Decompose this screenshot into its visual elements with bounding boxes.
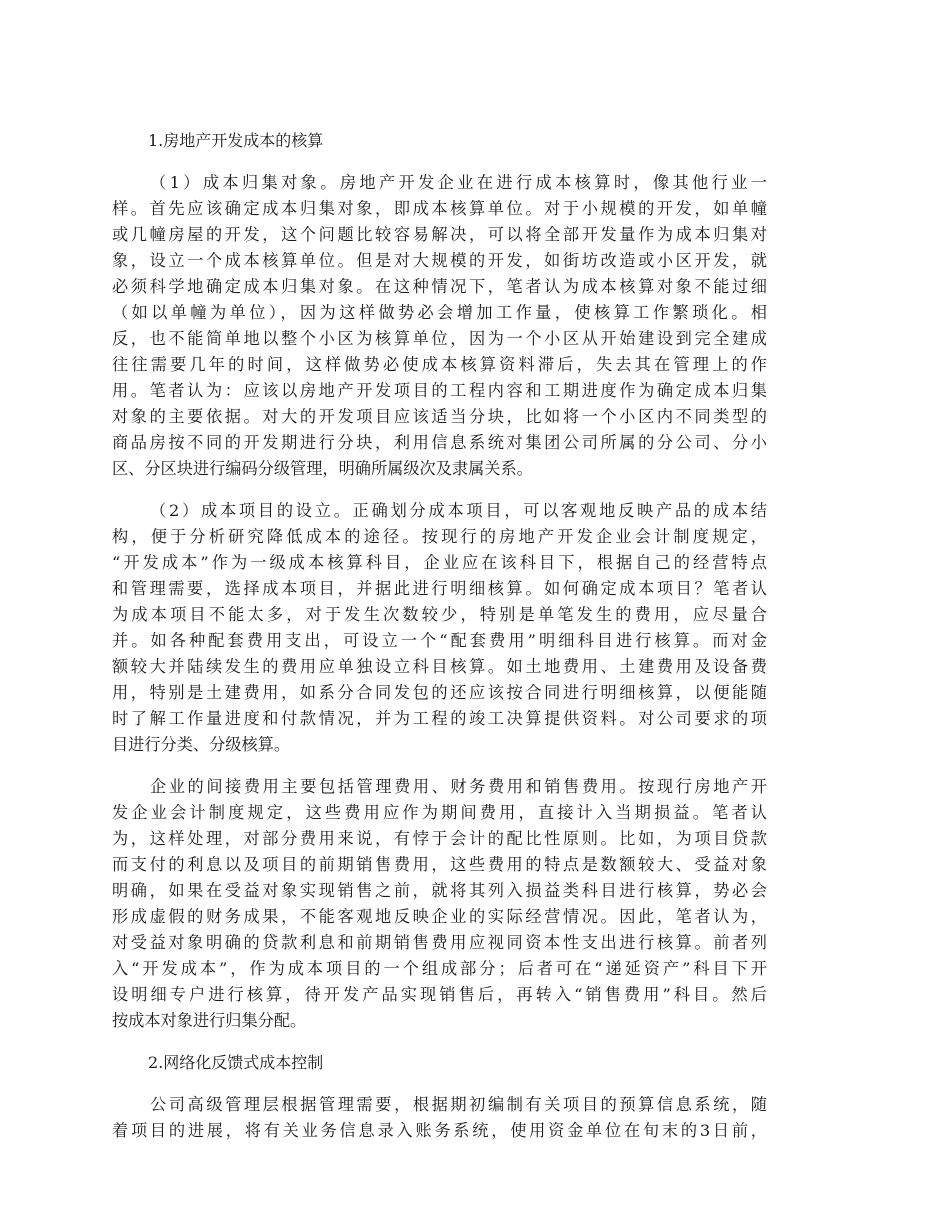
paragraph-line: 并。如各种配套费用支出，可设立一个“配套费用”明细科目进行核算。而对金 bbox=[112, 631, 767, 650]
paragraph-line: 为，这样处理，对部分费用来说，有悖于会计的配比性原则。比如，为项目贷款 bbox=[112, 829, 767, 848]
paragraph-line: 为成本项目不能太多，对于发生次数较少，特别是单笔发生的费用，应尽量合 bbox=[112, 605, 767, 624]
paragraph-line: 必须科学地确定成本归集对象。在这种情况下，笔者认为成本核算对象不能过细 bbox=[112, 277, 767, 296]
paragraph-line: 形成虚假的财务成果，不能客观地反映企业的实际经营情况。因此，笔者认为， bbox=[112, 907, 767, 926]
paragraph-line: 用。笔者认为：应该以房地产开发项目的工程内容和工期进度作为确定成本归集 bbox=[112, 381, 767, 400]
paragraph-line: 用，特别是土建费用，如系分合同发包的还应该按合同进行明细核算，以便能随 bbox=[112, 683, 767, 702]
body-paragraph bbox=[112, 1092, 767, 1144]
paragraph-line: 着项目的进展，将有关业务信息录入账务系统，使用资金单位在旬末的3日前， bbox=[112, 1121, 767, 1140]
paragraph-line: 额较大并陆续发生的费用应单独设立科目核算。如土地费用、土建费用及设备费 bbox=[112, 657, 767, 676]
paragraph-line: 商品房按不同的开发期进行分块，利用信息系统对集团公司所属的分公司、分小 bbox=[112, 433, 767, 452]
paragraph-line: 时了解工作量进度和付款情况，并为工程的竣工决算提供资料。对公司要求的项 bbox=[112, 709, 767, 728]
body-paragraph bbox=[112, 498, 767, 758]
paragraph-line: 入“开发成本”，作为成本项目的一个组成部分；后者可在“递延资产”科目下开 bbox=[112, 959, 767, 978]
paragraph-line: （如以单幢为单位），因为这样做势必会增加工作量，使核算工作繁琐化。相 bbox=[112, 303, 767, 322]
paragraph-line: 象，设立一个成本核算单位。但是对大规模的开发，如街坊改造或小区开发，就 bbox=[112, 251, 767, 270]
paragraph-line: 对受益对象明确的贷款利息和前期销售费用应视同资本性支出进行核算。前者列 bbox=[112, 933, 767, 952]
paragraph-line: 构，便于分析研究降低成本的途径。按现行的房地产开发企业会计制度规定， bbox=[112, 527, 767, 546]
paragraph-line: 发企业会计制度规定，这些费用应作为期间费用，直接计入当期损益。笔者认 bbox=[112, 803, 767, 822]
paragraph-line: 企业的间接费用主要包括管理费用、财务费用和销售费用。按现行房地产开 bbox=[150, 777, 767, 796]
paragraph-line: （1）成本归集对象。房地产开发企业在进行成本核算时，像其他行业一 bbox=[150, 173, 767, 192]
paragraph-line: 设明细专户进行核算，待开发产品实现销售后，再转入“销售费用”科目。然后 bbox=[112, 985, 767, 1004]
document-page bbox=[112, 128, 767, 1160]
paragraph-line: 公司高级管理层根据管理需要，根据期初编制有关项目的预算信息系统，随 bbox=[150, 1095, 767, 1114]
paragraph-line: 区、分区块进行编码分级管理，明确所属级次及隶属关系。 bbox=[112, 459, 533, 478]
paragraph-line: 或几幢房屋的开发，这个问题比较容易解决，可以将全部开发量作为成本归集对 bbox=[112, 225, 767, 244]
paragraph-line: 对象的主要依据。对大的开发项目应该适当分块，比如将一个小区内不同类型的 bbox=[112, 407, 767, 426]
paragraph-line: 明确，如果在受益对象实现销售之前，就将其列入损益类科目进行核算，势必会 bbox=[112, 881, 767, 900]
section-heading: 2.网络化反馈式成本控制 bbox=[148, 1053, 324, 1072]
paragraph-line: 和管理需要，选择成本项目，并据此进行明细核算。如何确定成本项目？笔者认 bbox=[112, 579, 767, 598]
paragraph-line: 反，也不能简单地以整个小区为核算单位，因为一个小区从开始建设到完全建成 bbox=[112, 329, 767, 348]
body-paragraph bbox=[112, 170, 767, 482]
section-heading: 1.房地产开发成本的核算 bbox=[148, 131, 324, 150]
paragraph-line: “开发成本”作为一级成本核算科目，企业应在该科目下，根据自己的经营特点 bbox=[112, 553, 767, 572]
paragraph-line: 样。首先应该确定成本归集对象，即成本核算单位。对于小规模的开发，如单幢 bbox=[112, 199, 767, 218]
paragraph-line: 按成本对象进行归集分配。 bbox=[112, 1011, 307, 1030]
paragraph-line: 而支付的利息以及项目的前期销售费用，这些费用的特点是数额较大、受益对象 bbox=[112, 855, 767, 874]
paragraph-line: 往往需要几年的时间，这样做势必使成本核算资料滞后，失去其在管理上的作 bbox=[112, 355, 767, 374]
paragraph-line: （2）成本项目的设立。正确划分成本项目，可以客观地反映产品的成本结 bbox=[150, 501, 767, 520]
body-paragraph bbox=[112, 774, 767, 1034]
paragraph-line: 目进行分类、分级核算。 bbox=[112, 735, 291, 754]
